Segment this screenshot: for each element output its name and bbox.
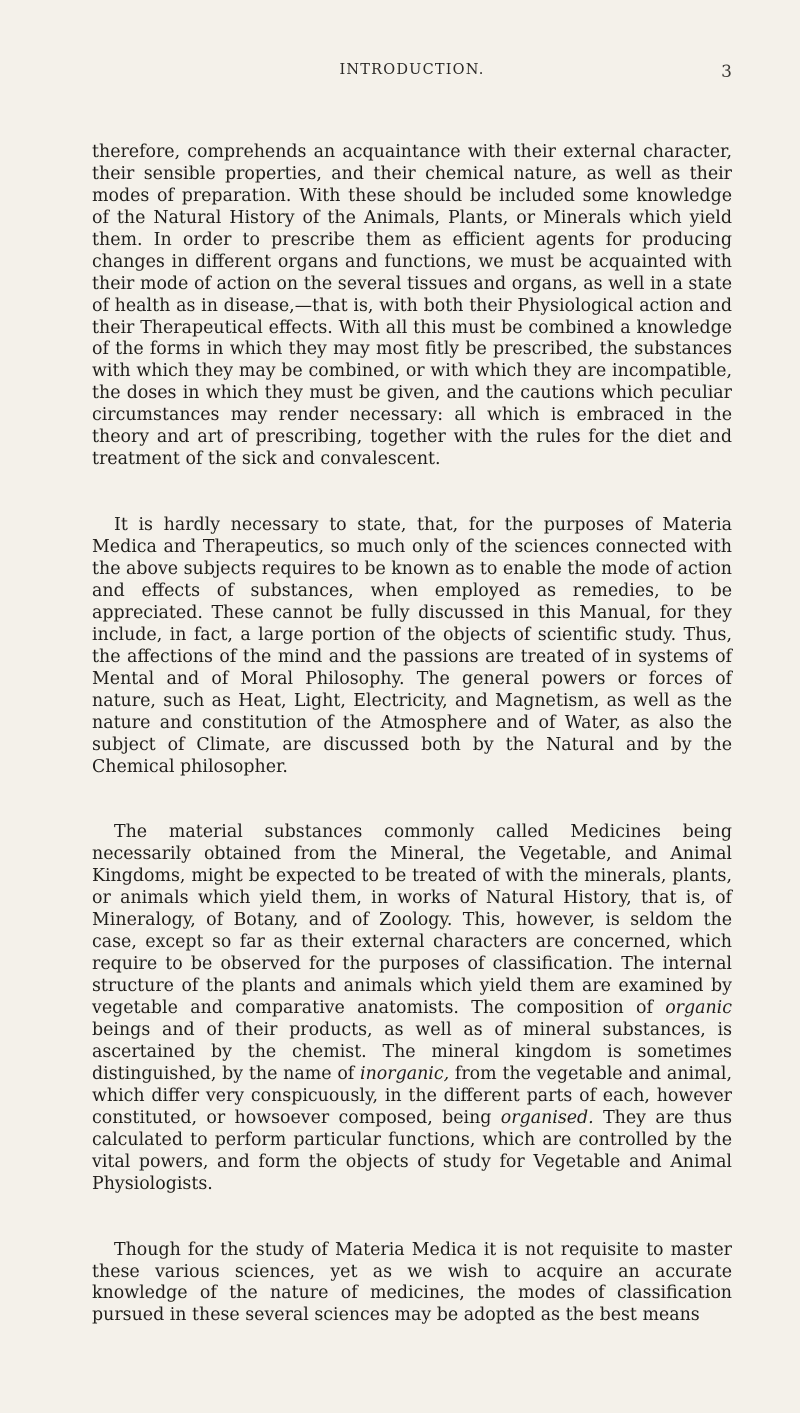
paragraph-1 [92,141,738,471]
page-number: 3 [721,62,732,82]
running-title: INTRODUCTION. [339,62,485,78]
paragraph-4 [92,1239,738,1328]
paragraph-4-text: Though for the study of Materia Medica it is not requisite to master these various sciences, yet as we wish to acquire an accurate knowledge of the nature of medicines, the modes of classification pursued in these several sciences may be adopted as the best means [92,1239,738,1326]
paragraph-1-text: therefore, comprehends an acquaintance with their external character, their sensible properties, and their chemical nature, as well as their modes of preparation. With these should be included some knowledge of the Natural History of the Animals, Plants, or Minerals which yield them. In order to prescribe them as efficient agents for producing changes in different organs and functions, we must be acquainted with their mode of action on the several tissues and organs, as well in a state of health as in disease,—that is, with both their Physiological action and their Therapeutical effects. With all this must be combined a knowledge of the forms in which they may most fitly be prescribed, the substances with which they may be combined, or with which they are incompatible, the doses in which they must be given, and the cautions which peculiar circumstances may render necessary: all which is embraced in the theory and art of prescribing, together with the rules for the diet and treatment of the sick and convalescent. [92,141,738,470]
paragraph-3-text-d: They are thus calculated to perform particular functions, which are controlled by the vital powers, and form the objects of study for Vegetable and Animal Physiologists. [92,1107,738,1194]
italic-organic: organic [665,998,732,1019]
body-text [92,98,738,1371]
paragraph-3-text-a: The material substances commonly called Medicines being necessarily obtained from the Mineral, the Vegetable, and Animal Kingdoms, might be expected to be treated of with the minerals, plants, or animals which yield them, in works of Natural History, that is, of Mineralogy, of Botany, and of Zoology. This, however, is seldom the case, except so far as their external characters are concerned, which require to be observed for the purposes of classification. The internal structure of the plants and animals which yield them are examined by vegetable and comparative anatomists. The composition of [92,822,738,1019]
paragraph-3-text-c: from the vegetable and animal, which differ very conspicuously, in the different parts of each, however constituted, or howsoever composed, being [92,1063,738,1128]
paragraph-3-text-b: beings and of their products, as well as of mineral substances, is ascertained by the chemist. The mineral kingdom is sometimes distinguished, by the name of [92,998,738,1084]
paragraph-2-text: It is hardly necessary to state, that, for the purposes of Materia Medica and Therapeutics, so much only of the sciences connected with the above subjects requires to be known as to enable the mode of action and effects of substances, when employed as remedies, to be appreciated. These cannot be fully discussed in this Manual, for they include, in fact, a large portion of the objects of scientific study. Thus, the affections of the mind and the passions are treated of in systems of Mental and of Moral Philosophy. The general powers or forces of nature, such as Heat, Light, Electricity, and Magnetism, as well as the nature and constitution of the Atmosphere and of Water, as also the subject of Climate, are discussed both by the Natural and by the Chemical philosopher. [92,515,738,777]
italic-organised: organised. [500,1107,594,1128]
italic-inorganic: inorganic, [360,1063,450,1084]
paragraph-3 [92,822,738,1195]
paragraph-2 [92,515,738,778]
page-header [92,62,732,84]
